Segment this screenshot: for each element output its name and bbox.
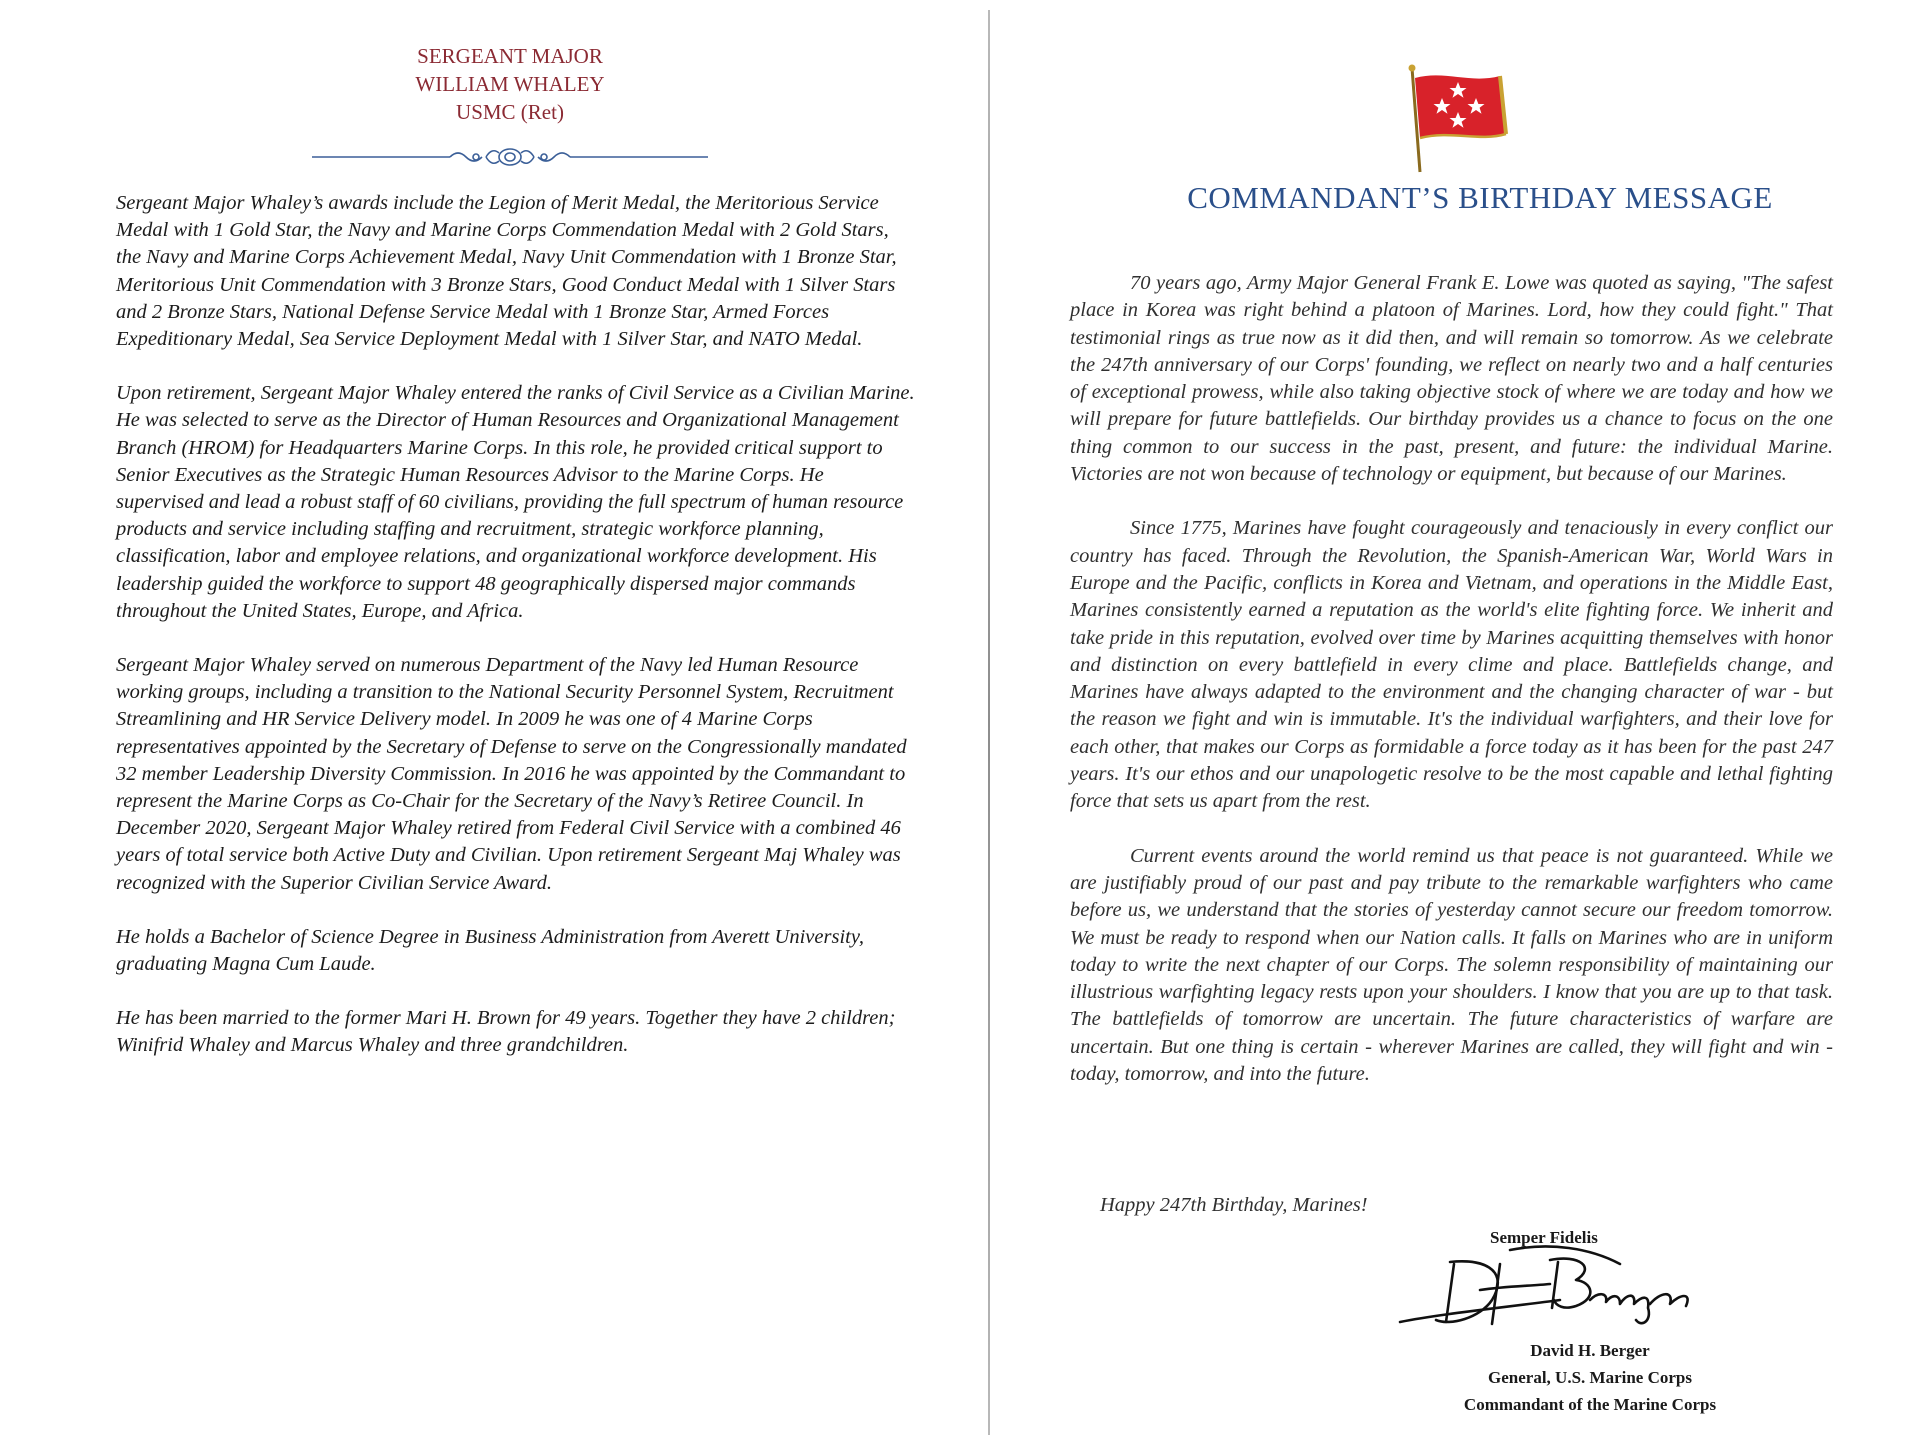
handwritten-signature [1380, 1234, 1780, 1344]
message-title: COMMANDANT’S BIRTHDAY MESSAGE [1187, 180, 1773, 215]
bio-paragraph-awards: Sergeant Major Whaley’s awards include the Legion of Merit Medal, the Meritorious Service Medal with 1 Gold Star, the Navy and Marine Corps Commendation Medal with 2 Gold Stars, the Navy and Marine Corps Achievement Medal, Navy Unit Commendation with 1 Bronze Star, Meritorious Unit Commendation with 3 Bronze Stars, Good Conduct Medal with 1 Silver Stars and 2 Bronze Stars, National Defense Service Medal with 1 Bronze Star, Armed Forces Expeditionary Medal, Sea Service Deployment Medal with 1 Silver Star, and NATO Medal. [116, 192, 897, 351]
header-rank: SERGEANT MAJOR [417, 44, 603, 68]
signatory-details [1380, 1337, 1800, 1418]
biography-header [300, 42, 720, 126]
message-paragraph-future: Current events around the world remind us that peace is not guaranteed. While we are justifiably proud of our past and pay tribute to the remarkable warfighters who came before us, we understand that the stories of yesterday cannot secure our freedom tomorrow. We must be ready to respond when our Nation calls. It falls on Marines who are in uniform today to write the next chapter of our Corps. The solemn responsibility of maintaining our illustrious warfighting legacy rests upon your shoulders. I know that you are up to that task. The battlefields of tomorrow are uncertain. The future characteristics of warfare are uncertain. But one thing is certain - wherever Marines are called, they will fight and win - today, tomorrow, and into the future. [1070, 844, 1833, 1086]
message-body [1070, 270, 1833, 1115]
bio-paragraph-family: He has been married to the former Mari H. Brown for 49 years. Together they have 2 children; Winifrid Whaley and Marcus Whaley and three grandchildren. [116, 1007, 896, 1057]
signatory-name: David H. Berger [1530, 1341, 1650, 1360]
message-paragraph-anniversary: 70 years ago, Army Major General Frank E. Lowe was quoted as saying, "The safest place in Korea was right behind a platoon of Marines. Lord, how they could fight." That testimonial rings as true now as it did then, and will remain so tomorrow. As we celebrate the 247th anniversary of our Corps' founding, we reflect on nearly two and a half centuries of exceptional prowess, while also taking objective stock of where we are today and how we will prepare for future battlefields. Our birthday provides us a chance to focus on the one thing common to our success in the past, present, and future: the individual Marine. Victories are not won because of technology or equipment, but because of our Marines. [1070, 272, 1833, 486]
bio-paragraph-civil-service: Upon retirement, Sergeant Major Whaley entered the ranks of Civil Service as a Civilian Marine. He was selected to serve as the Director of Human Resources and Organizational Management Branch (HROM) for Headquarters Marine Corps. In this role, he provided critical support to Senior Executives as the Strategic Human Resources Advisor to the Marine Corps. He supervised and lead a robust staff of 60 civilians, providing the full spectrum of human resource products and service including staffing and recruitment, strategic workforce planning, classification, labor and employee relations, and organizational workforce development. His leadership guided the workforce to support 48 geographically dispersed major commands throughout the United States, Europe, and Africa. [116, 382, 915, 622]
bio-paragraph-education: He holds a Bachelor of Science Degree in Business Administration from Averett University, graduating Magna Cum Laude. [116, 925, 864, 976]
header-service: USMC (Ret) [456, 100, 564, 124]
birthday-greeting: Happy 247th Birthday, Marines! [1100, 1194, 1368, 1216]
biography-body [116, 190, 916, 1087]
signatory-position: Commandant of the Marine Corps [1463, 1395, 1717, 1414]
header-name: WILLIAM WHALEY [415, 72, 605, 96]
signatory-rank: General, U.S. Marine Corps [1488, 1368, 1692, 1387]
scroll-ornament-icon [310, 142, 710, 172]
bio-paragraph-working-groups: Sergeant Major Whaley served on numerous Department of the Navy led Human Resource working groups, including a transition to the National Security Personnel System, Recruitment Streamlining and HR Service Delivery model. In 2009 he was one of 4 Marine Corps representatives appointed by the Secretary of Defense to serve on the Congressionally mandated 32 member Leadership Diversity Commission. In 2016 he was appointed by the Commandant to represent the Marine Corps as Co-Chair for the Secretary of the Navy’s Retiree Council. In December 2020, Sergeant Major Whaley retired from Federal Civil Service with a combined 46 years of total service both Active Duty and Civilian. Upon retirement Sergeant Maj Whaley was recognized with the Superior Civilian Service Award. [116, 654, 907, 894]
valediction: Semper Fidelis [1490, 1228, 1598, 1247]
commandant-four-star-flag-icon [1390, 64, 1530, 174]
signature-block [1380, 1228, 1780, 1428]
message-paragraph-history: Since 1775, Marines have fought courageously and tenaciously in every conflict our country has faced. Through the Revolution, the Spanish-American War, World Wars in Europe and the Pacific, conflicts in Korea and Vietnam, and operations in the Middle East, Marines consistently earned a reputation as the world's elite fighting force. We inherit and take pride in this reputation, evolved over time by Marines acquitting themselves with honor and distinction on every battlefield in every clime and place. Battlefields change, and Marines have always adapted to the environment and the changing character of war - but the reason we fight and win is immutable. It's the individual warfighters, and their love for each other, that makes our Corps as formidable a force today as it has been for the past 247 years. It's our ethos and our unapologetic resolve to be the most capable and lethal fighting force that sets us apart from the rest. [1070, 517, 1833, 813]
